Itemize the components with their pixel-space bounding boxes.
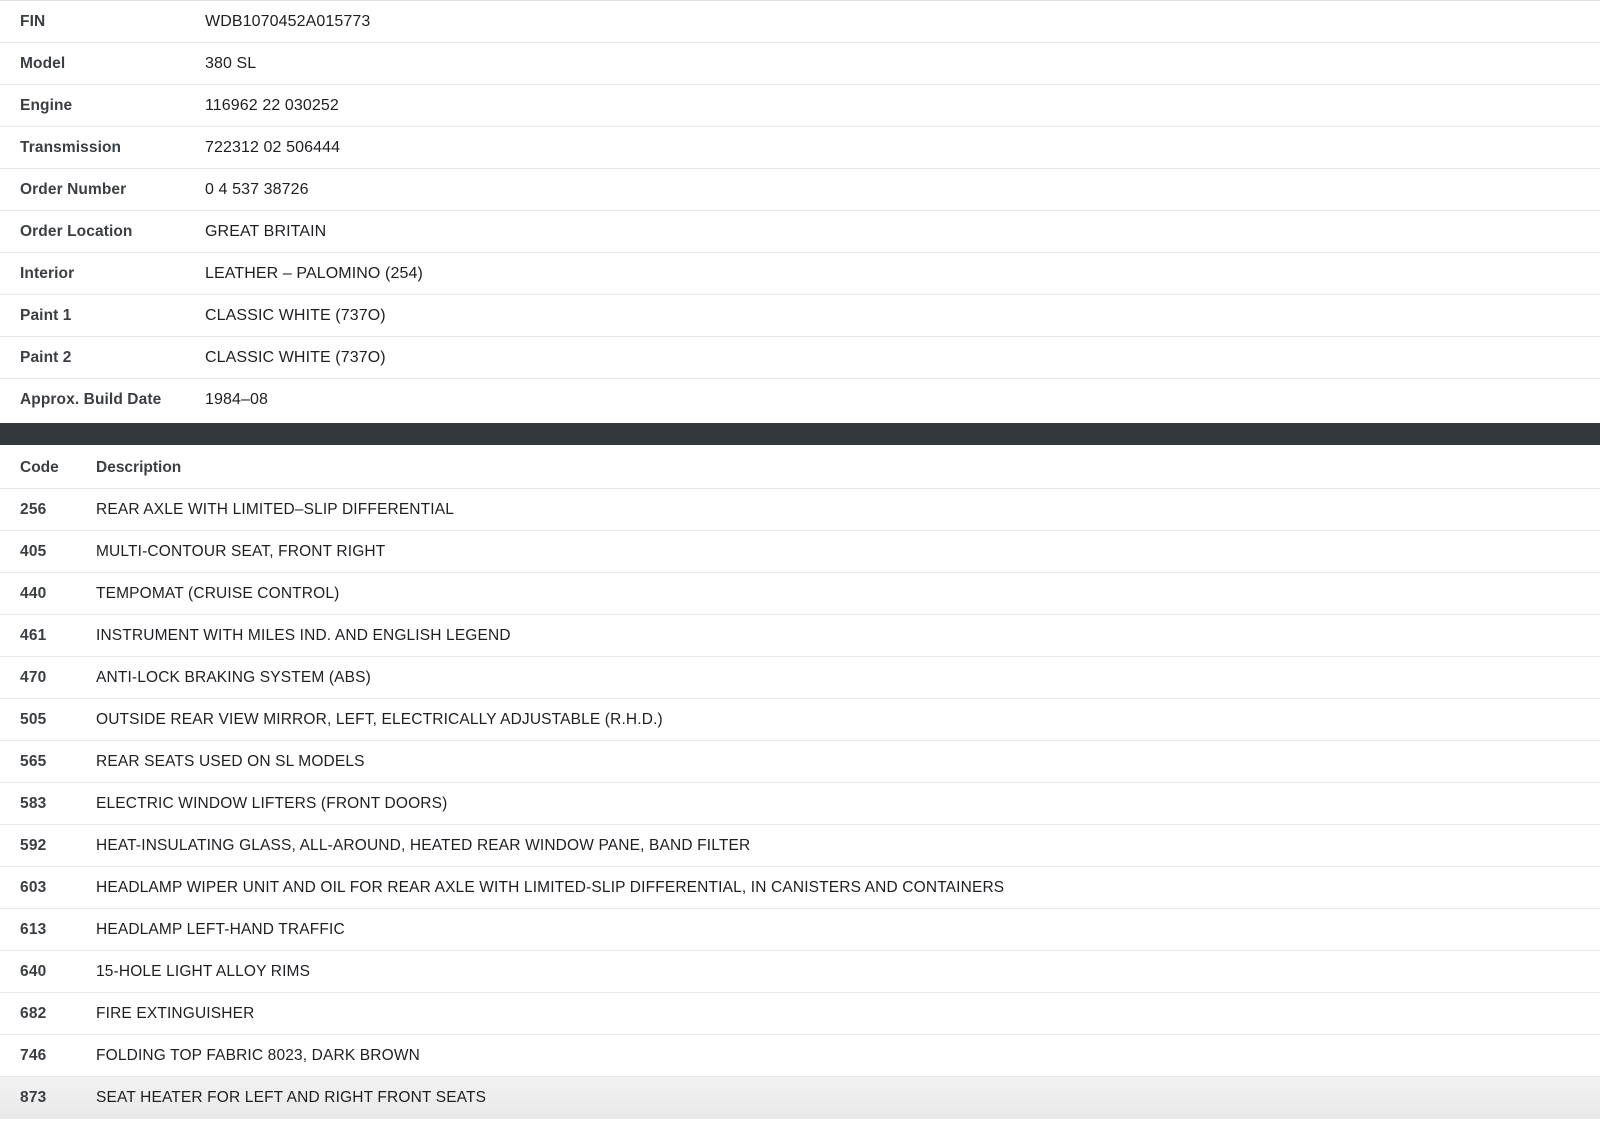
option-code: 565 (20, 752, 47, 770)
spec-label: Engine (20, 96, 73, 114)
spec-label: Transmission (20, 138, 122, 156)
spec-label: Paint 2 (20, 348, 72, 366)
spec-value: 116962 22 030252 (205, 96, 339, 114)
spec-value: WDB1070452A015773 (205, 12, 371, 30)
table-row[interactable] (0, 531, 1600, 573)
option-codes-body (0, 489, 1600, 1119)
option-description: HEAT-INSULATING GLASS, ALL-AROUND, HEATED REAR WINDOW PANE, BAND FILTER (96, 836, 751, 854)
option-description: FIRE EXTINGUISHER (96, 1004, 255, 1022)
spec-value: GREAT BRITAIN (205, 222, 327, 240)
spec-row (0, 253, 1600, 295)
table-row[interactable] (0, 951, 1600, 993)
spec-label: FIN (20, 12, 46, 30)
option-description: ANTI-LOCK BRAKING SYSTEM (ABS) (96, 668, 371, 686)
table-row[interactable] (0, 699, 1600, 741)
option-description: OUTSIDE REAR VIEW MIRROR, LEFT, ELECTRICALLY ADJUSTABLE (R.H.D.) (96, 710, 663, 728)
option-code: 682 (20, 1004, 47, 1022)
spec-label: Order Location (20, 222, 133, 240)
spec-row (0, 127, 1600, 169)
spec-row (0, 169, 1600, 211)
column-header-code: Code (20, 458, 59, 476)
spec-row (0, 1, 1600, 43)
spec-row (0, 85, 1600, 127)
table-row[interactable] (0, 1077, 1600, 1119)
option-code: 746 (20, 1046, 47, 1064)
spec-value: 1984–08 (205, 391, 268, 408)
section-divider-bar (0, 423, 1600, 445)
option-description: HEADLAMP LEFT-HAND TRAFFIC (96, 920, 345, 938)
spec-row (0, 379, 1600, 421)
table-row[interactable] (0, 615, 1600, 657)
spec-value: LEATHER – PALOMINO (254) (205, 264, 423, 282)
spec-value: 0 4 537 38726 (205, 180, 309, 198)
table-row[interactable] (0, 909, 1600, 951)
spec-label: Interior (20, 264, 75, 282)
option-description: REAR SEATS USED ON SL MODELS (96, 752, 365, 770)
option-code: 613 (20, 920, 47, 938)
option-code: 470 (20, 668, 47, 686)
table-row[interactable] (0, 993, 1600, 1035)
spec-label: Paint 1 (20, 306, 72, 324)
option-code: 583 (20, 794, 47, 812)
option-code: 592 (20, 836, 47, 854)
table-row[interactable] (0, 825, 1600, 867)
option-description: INSTRUMENT WITH MILES IND. AND ENGLISH LEGEND (96, 626, 511, 644)
table-row[interactable] (0, 657, 1600, 699)
option-description: TEMPOMAT (CRUISE CONTROL) (96, 584, 340, 602)
option-code: 405 (20, 542, 47, 560)
option-description: REAR AXLE WITH LIMITED–SLIP DIFFERENTIAL (96, 500, 454, 518)
option-codes-table (0, 447, 1600, 1119)
table-row[interactable] (0, 867, 1600, 909)
spec-value: 722312 02 506444 (205, 138, 341, 156)
spec-value: CLASSIC WHITE (737O) (205, 306, 386, 324)
option-code: 256 (20, 500, 47, 518)
option-description: MULTI-CONTOUR SEAT, FRONT RIGHT (96, 542, 386, 560)
option-description: ELECTRIC WINDOW LIFTERS (FRONT DOORS) (96, 794, 448, 812)
option-code: 505 (20, 710, 47, 728)
spec-label: Approx. Build Date (20, 391, 162, 408)
spec-row (0, 43, 1600, 85)
spec-value: CLASSIC WHITE (737O) (205, 348, 386, 366)
table-row[interactable] (0, 489, 1600, 531)
spec-row (0, 211, 1600, 253)
table-row[interactable] (0, 1035, 1600, 1077)
option-code: 603 (20, 878, 47, 896)
option-code: 461 (20, 626, 47, 644)
spec-row (0, 295, 1600, 337)
spec-value: 380 SL (205, 54, 257, 72)
vehicle-spec-table (0, 0, 1600, 421)
option-code: 440 (20, 584, 47, 602)
option-description: HEADLAMP WIPER UNIT AND OIL FOR REAR AXLE WITH LIMITED-SLIP DIFFERENTIAL, IN CANISTERS AND CONTAINERS (96, 878, 1005, 896)
spec-row (0, 337, 1600, 379)
spec-label: Order Number (20, 180, 127, 198)
option-description: FOLDING TOP FABRIC 8023, DARK BROWN (96, 1046, 420, 1064)
table-row[interactable] (0, 783, 1600, 825)
column-header-description: Description (96, 458, 182, 476)
option-code: 640 (20, 962, 47, 980)
table-row[interactable] (0, 741, 1600, 783)
option-code: 873 (20, 1088, 47, 1106)
table-row[interactable] (0, 573, 1600, 615)
option-description: SEAT HEATER FOR LEFT AND RIGHT FRONT SEATS (96, 1088, 487, 1106)
spec-label: Model (20, 54, 66, 72)
option-description: 15-HOLE LIGHT ALLOY RIMS (96, 962, 311, 980)
option-codes-header-row (0, 447, 1600, 489)
